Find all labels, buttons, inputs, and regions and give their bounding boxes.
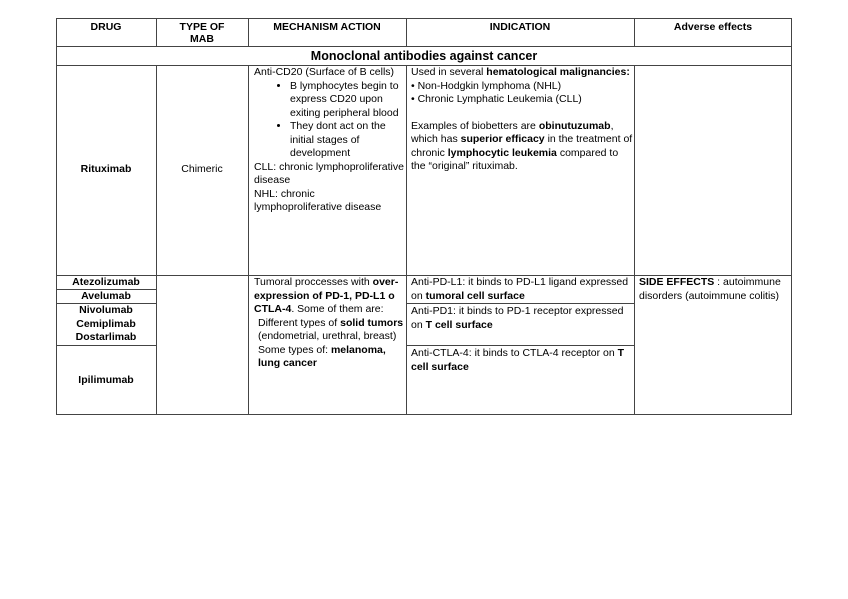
section-title: Monoclonal antibodies against cancer — [310, 49, 538, 63]
indication-item-cll: • Chronic Lymphatic Leukemia (CLL) — [411, 93, 582, 105]
text-bold: T cell surface — [425, 318, 493, 331]
header-drug: DRUG — [90, 21, 122, 33]
text: Anti-CTLA-4: it binds to CTLA-4 receptor on — [411, 347, 618, 359]
text-bold: SIDE EFFECTS — [639, 276, 715, 288]
text: Examples of biobetters are — [411, 119, 539, 132]
header-adverse-effects: Adverse effects — [673, 21, 753, 33]
indication-anti-pd1 — [411, 305, 633, 332]
header-divider — [56, 46, 792, 47]
text: : autoimmune disorders (autoimmune colitis) — [639, 276, 781, 302]
text-bold: lymphocytic leukemia — [447, 146, 557, 159]
text: Used in several — [411, 66, 487, 78]
text-bold: T cell surface — [411, 347, 625, 373]
drug-rituximab: Rituximab — [80, 163, 132, 175]
col-divider — [634, 65, 635, 414]
drug-atezolizumab: Atezolizumab — [72, 276, 140, 288]
indication-intro — [411, 66, 633, 80]
indication-item-nhl: • Non-Hodgkin lymphoma (NHL) — [411, 79, 562, 92]
drug-nivolumab: Nivolumab — [79, 304, 133, 316]
drug-dostarlimab: Dostarlimab — [75, 331, 137, 343]
mechanism-overexpression — [254, 276, 404, 317]
indication-divider — [406, 303, 634, 304]
text-bold: tumoral cell surface — [425, 289, 525, 302]
adverse-effects-checkpoint — [639, 276, 789, 303]
drug-table — [56, 18, 792, 414]
list-item: • B lymphocytes begin to express CD20 upon exiting peripheral blood — [290, 80, 404, 121]
table-border-top — [56, 18, 792, 19]
drug-avelumab: Avelumab — [81, 290, 131, 302]
text-bold: obinutuzumab — [538, 119, 611, 132]
text: . Some of them are: — [291, 303, 384, 315]
header-type-line2: MAB — [190, 33, 214, 45]
table-border-bottom — [56, 414, 792, 415]
mechanism-nhl: NHL: chronic lymphoproliferative disease — [254, 187, 382, 213]
text: (endometrial, urethral, breast) — [258, 330, 397, 342]
indication-rituximab — [411, 66, 633, 174]
col-divider — [156, 65, 157, 414]
indication-biobetters — [411, 120, 633, 174]
text: Anti-PD-L1: it binds to PD-L1 ligand expressed on — [411, 276, 629, 302]
drug-cemiplimab: Cemiplimab — [76, 317, 136, 330]
text-bold: melanoma, lung cancer — [258, 343, 386, 369]
header-mechanism: MECHANISM ACTION — [273, 21, 381, 33]
col-divider — [248, 65, 249, 414]
text: in the treatment of chronic — [411, 133, 633, 159]
indication-anti-ctla4 — [411, 347, 633, 374]
text: Different types of — [258, 316, 341, 329]
header-type-of-mab — [156, 21, 248, 45]
indication-divider — [406, 345, 634, 346]
table-border-left — [56, 18, 57, 415]
text-bold: hematological malignancies: — [486, 66, 630, 78]
mechanism-solid-tumors — [254, 317, 404, 344]
mechanism-melanoma — [254, 344, 404, 371]
mechanism-cll: CLL: chronic lymphoproliferative disease — [254, 160, 404, 186]
text: Tumoral proccesses with — [254, 276, 373, 288]
mechanism-rituximab — [254, 66, 404, 215]
mechanism-checkpoint — [254, 276, 404, 371]
table-border-right — [791, 18, 792, 415]
list-item: • They dont act on the initial stages of development — [290, 120, 404, 161]
text: Some types of: — [258, 343, 331, 356]
indication-anti-pdl1 — [411, 276, 633, 303]
col-divider — [406, 65, 407, 414]
drug-divider — [56, 345, 156, 346]
text-bold: superior efficacy — [460, 133, 545, 145]
header-type-line1: TYPE OF — [179, 21, 225, 33]
mechanism-bullets — [254, 80, 404, 161]
text: , which has — [411, 119, 614, 145]
header-indication: INDICATION — [489, 21, 551, 33]
drug-ipilimumab: Ipilimumab — [78, 374, 134, 386]
text-bold: over-expression of PD-1, PD-L1 o CTLA-4 — [254, 276, 399, 315]
text: Anti-PD1: it binds to PD-1 receptor expressed on — [411, 305, 624, 331]
text: compared to the “original” rituximab. — [411, 146, 619, 172]
mechanism-intro: Anti-CD20 (Surface of B cells) — [254, 66, 395, 78]
text-bold: solid tumors — [340, 316, 404, 329]
type-chimeric: Chimeric — [181, 163, 223, 175]
